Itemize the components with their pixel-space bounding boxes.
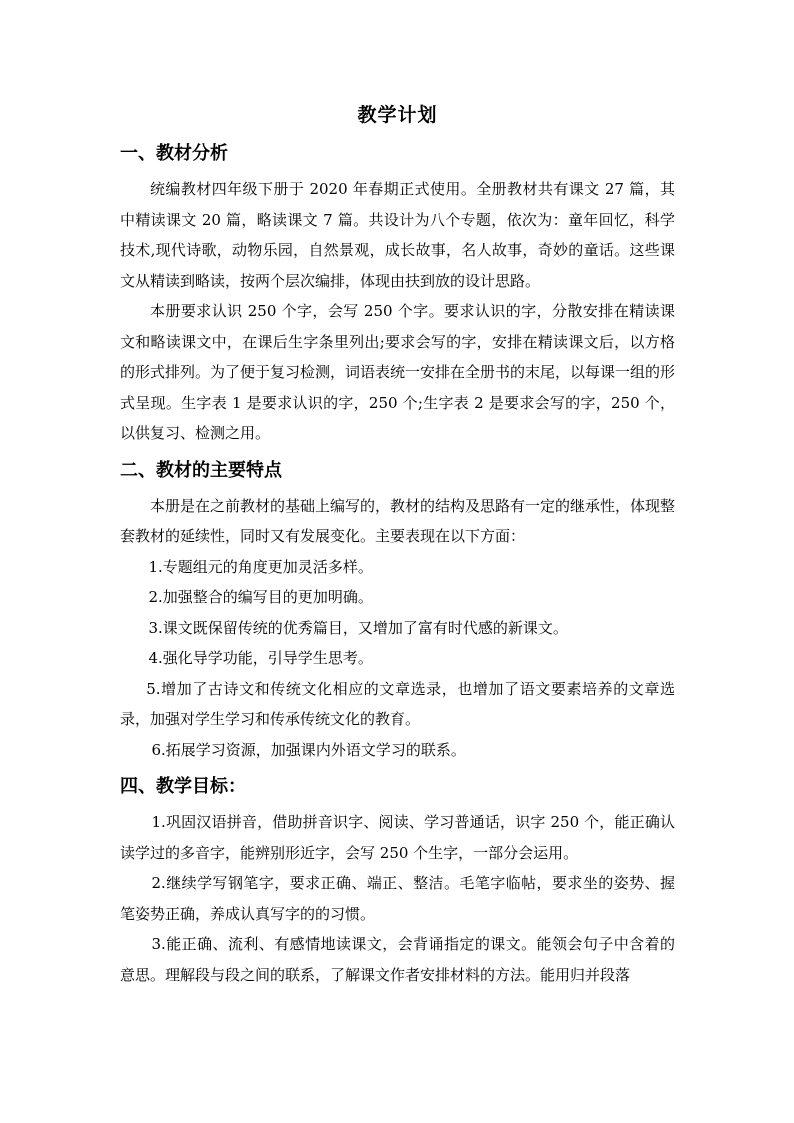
paragraph-textbook-overview: 统编教材四年级下册于 2020 年春期正式使用。全册教材共有课文 27 篇，其中精读课文 20 篇，略读课文 7 篇。共设计为八个专题，依次为：童年回忆，科学技术,现代诗歌，动物乐园，自然景观，成长故事，名人故事，奇妙的童话。这些课文从精读到略读，按两个层次编排，体现由扶到放的设计思路。 <box>120 180 675 290</box>
paragraph-character-requirements: 本册要求认识 250 个字，会写 250 个字。要求认识的字，分散安排在精读课文和略读课文中，在课后生字条里列出;要求会写的字，安排在精读课文后，以方格的形式排列。为了便于复习检测，词语表统一安排在全册书的末尾，以每课一组的形式呈现。生字表 1 是要求认识的字，250 个;生字表 2 是要求会写的字，250 个，以供复习、检测之用。 <box>120 302 676 442</box>
list-item-feature-2: 2.加强整合的编写目的更加明确。 <box>148 588 373 606</box>
list-item-goal-1: 1.巩固汉语拼音，借助拼音识字、阅读、学习普通话，识字 250 个，能正确认读学过的多音字，能辨别形近字，会写 250 个生字，一部分会运用。 <box>120 813 675 862</box>
list-item-feature-5: 5.增加了古诗文和传统文化相应的文章选录，也增加了语文要素培养的文章选录，加强对学生学习和传承传统文化的教育。 <box>120 679 675 728</box>
section-heading-main-features: 二、教材的主要特点 <box>120 459 282 481</box>
list-item-goal-3: 3.能正确、流利、有感情地读课文，会背诵指定的课文。能领会句子中含着的意思。理解段与段之间的联系，了解课文作者安排材料的方法。能用归并段落 <box>120 935 675 984</box>
list-item-feature-3: 3.课文既保留传统的优秀篇目，又增加了富有时代感的新课文。 <box>148 618 568 637</box>
list-item-feature-6: 6.拓展学习资源，加强课内外语文学习的联系。 <box>151 740 466 759</box>
section-heading-textbook-analysis: 一、教材分析 <box>120 143 228 164</box>
list-item-feature-1: 1.专题组元的角度更加灵活多样。 <box>148 557 373 576</box>
list-item-feature-4: 4.强化导学功能，引导学生思考。 <box>148 649 373 667</box>
paragraph-features-intro: 本册是在之前教材的基础上编写的，教材的结构及思路有一定的继承性，体现整套教材的延续性，同时又有发展变化。主要表现在以下方面： <box>120 496 676 545</box>
list-item-goal-2: 2.继续学写钢笔字，要求正确、端正、整洁。毛笔字临帖，要求坐的姿势、握笔姿势正确，养成认真写字的的习惯。 <box>120 874 675 923</box>
document-title: 教学计划 <box>357 104 438 126</box>
document-body <box>120 100 675 990</box>
section-heading-teaching-goals: 四、教学目标： <box>120 776 246 797</box>
